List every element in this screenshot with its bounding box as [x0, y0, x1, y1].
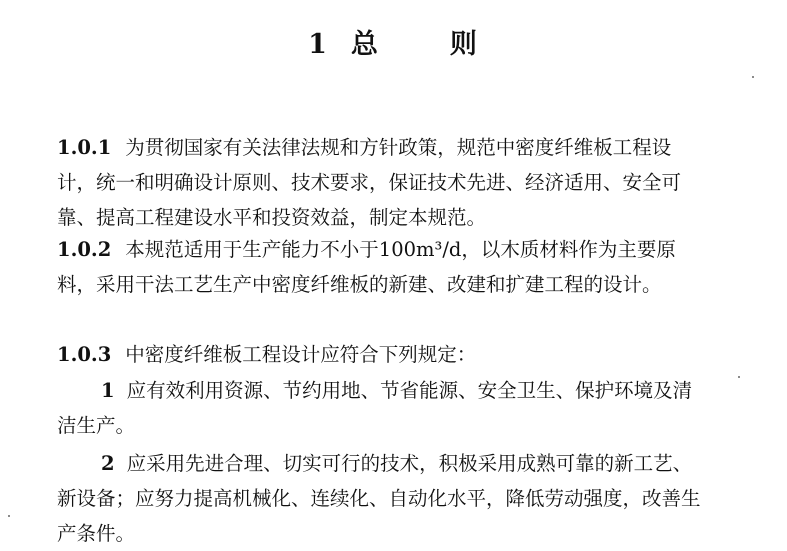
item-number: 2 — [101, 452, 115, 475]
chapter-title-word-1: 总 — [350, 29, 380, 60]
chapter-title — [0, 22, 787, 61]
clause-text: 为贯彻国家有关法律法规和方针政策，规范中密度纤维板工程设计，统一和明确设计原则、技术要求，保证技术先进、经济适用、安全可靠、提高工程建设水平和投资效益，制定本规范。 — [57, 136, 682, 229]
list-item-2 — [57, 446, 707, 551]
item-number: 1 — [101, 379, 115, 402]
clause-number: 1.0.2 — [57, 238, 112, 261]
item-text: 应采用先进合理、切实可行的技术，积极采用成熟可靠的新工艺、新设备；应努力提高机械化、连续化、自动化水平，降低劳动强度，改善生产条件。 — [57, 452, 701, 545]
clause-1-0-2 — [57, 232, 707, 302]
chapter-number: 1 — [308, 29, 329, 60]
item-text: 应有效利用资源、节约用地、节省能源、安全卫生、保护环境及清洁生产。 — [57, 379, 693, 437]
list-item-1 — [57, 373, 707, 443]
scan-speck — [738, 376, 740, 378]
chapter-title-word-2: 则 — [449, 29, 479, 60]
clause-text: 中密度纤维板工程设计应符合下列规定： — [125, 343, 477, 366]
clause-number: 1.0.3 — [57, 343, 112, 366]
scan-speck — [8, 515, 10, 517]
clause-number: 1.0.1 — [57, 136, 112, 159]
clause-1-0-1 — [57, 130, 707, 235]
scan-speck — [752, 76, 754, 78]
clause-1-0-3 — [57, 337, 707, 372]
clause-text: 本规范适用于生产能力不小于100m³/d，以木质材料作为主要原料，采用干法工艺生产中密度纤维板的新建、改建和扩建工程的设计。 — [57, 238, 676, 296]
